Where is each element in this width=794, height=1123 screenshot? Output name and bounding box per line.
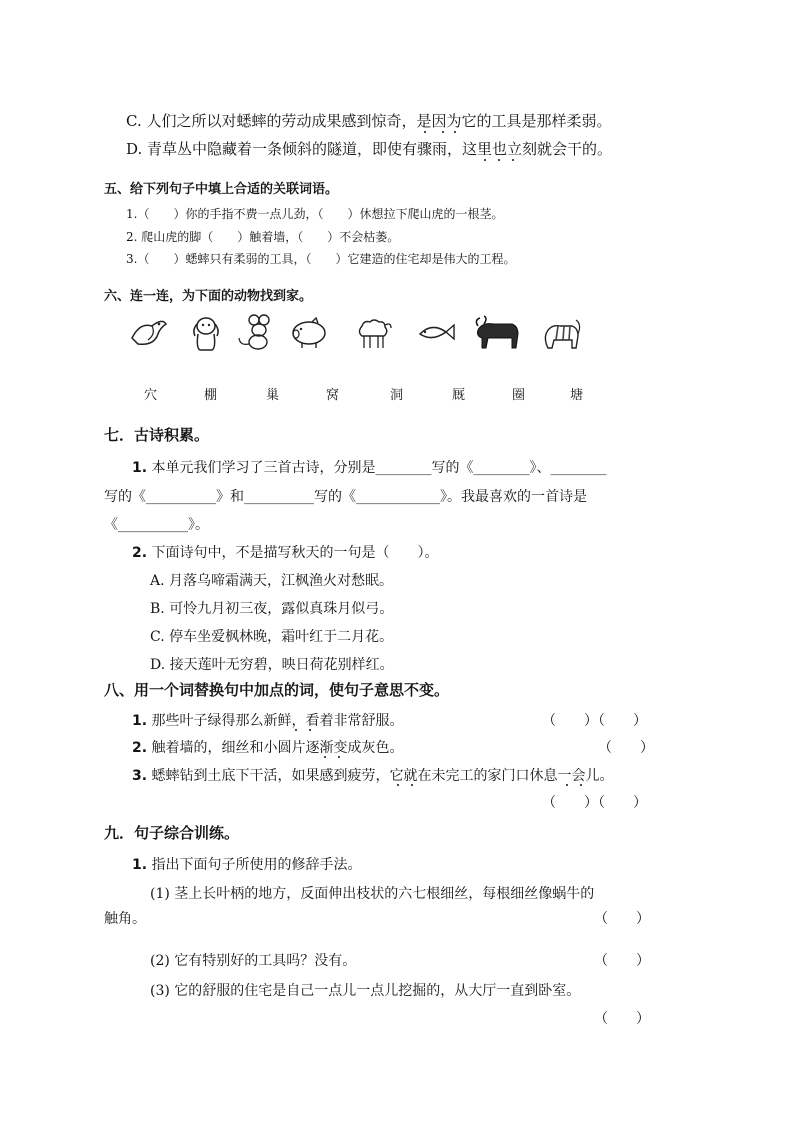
section-7-title: 七．古诗积累。 (104, 426, 210, 444)
s9-item-2: (2) 它有特别好的工具吗？没有。 (150, 953, 357, 969)
section-9-title: 九．句子综合训练。 (104, 824, 240, 842)
fish-icon (414, 312, 456, 352)
home-label: 圈 (512, 388, 526, 403)
s8-item-2-text: 触着墙的，细丝和小圆片逐渐变成灰色。 (151, 740, 404, 756)
s5-item-2: 2. 爬山虎的脚（ ）触着墙，（ ）不会枯萎。 (126, 230, 400, 244)
emphasis-dot (411, 784, 413, 786)
s8-item-number: 1. (132, 713, 148, 729)
s7-q2-stem: 下面诗句中，不是描写秋天的一句是（ ）。 (151, 545, 439, 561)
s7-q1-line2: 写的《__________》和__________写的《____________》。我最喜欢的一首诗是 (104, 489, 587, 505)
emphasis-dot (566, 784, 568, 786)
sheep-icon (352, 312, 394, 352)
home-label: 洞 (390, 388, 404, 403)
emphasis-dot (512, 159, 514, 161)
buffalo-icon (472, 312, 522, 352)
answer-blank[interactable]: （ ） (598, 740, 654, 756)
s5-item-3: 3.（ ）蟋蟀只有柔弱的工具，（ ）它建造的住宅却是伟大的工程。 (126, 252, 516, 266)
dog-icon (186, 312, 228, 352)
section-6-title: 六、连一连，为下面的动物找到家。 (104, 289, 313, 304)
emphasis-dot (580, 784, 582, 786)
answer-blank[interactable]: （ ）（ ） (542, 713, 647, 729)
emphasis-dot (442, 131, 444, 133)
s7-q2-option-d: D. 接天莲叶无穷碧，映日荷花别样红。 (150, 657, 394, 673)
answer-blank[interactable]: （ ）（ ） (542, 795, 647, 811)
s9-item-1-line2: 触角。 (104, 911, 146, 927)
s9-q1-number: 1. (132, 857, 148, 873)
s8-item-number: 3. (132, 768, 148, 784)
emphasis-dot (295, 729, 297, 731)
bird-icon (128, 312, 170, 352)
emphasis-dot (397, 784, 399, 786)
option-c: C. 人们之所以对蟋蟀的劳动成果感到惊奇，是因为它的工具是那样柔弱。 (126, 112, 612, 130)
s8-item-3-text: 蟋蟀钻到土底下干活，如果感到疲劳，它就在未完工的家门口休息一会儿。 (151, 768, 614, 784)
s7-q1-number: 1. (132, 460, 148, 476)
section-8-title: 八、用一个词替换句中加点的词，使句子意思不变。 (104, 681, 450, 699)
answer-blank[interactable]: （ ） (594, 1011, 650, 1027)
home-label: 窝 (326, 388, 340, 403)
home-label: 棚 (204, 388, 218, 403)
mouse-icon (236, 312, 278, 352)
pig-icon (288, 312, 330, 352)
emphasis-dot (309, 729, 311, 731)
s7-q2-option-b: B. 可怜九月初三夜，露似真珠月似弓。 (150, 601, 394, 617)
option-d: D. 青草丛中隐藏着一条倾斜的隧道，即使有骤雨，这里也立刻就会干的。 (126, 140, 613, 158)
emphasis-dot (484, 159, 486, 161)
emphasis-dot (338, 756, 340, 758)
s7-q1-line3: 《__________》。 (104, 517, 209, 533)
s7-q1-line1: 本单元我们学习了三首古诗，分别是________写的《________》、________ (151, 460, 607, 476)
section-5-title: 五、给下列句子中填上合适的关联词语。 (104, 182, 339, 197)
s5-item-1: 1.（ ）你的手指不费一点儿劲，（ ）休想拉下爬山虎的一根茎。 (126, 207, 504, 221)
home-label: 巢 (266, 388, 280, 403)
emphasis-dot (424, 131, 426, 133)
emphasis-dot (498, 159, 500, 161)
answer-blank[interactable]: （ ） (594, 911, 650, 927)
s7-q2-option-a: A. 月落乌啼霜满天，江枫渔火对愁眠。 (150, 573, 394, 589)
s9-q1-stem: 指出下面句子所使用的修辞手法。 (151, 857, 362, 873)
s8-item-number: 2. (132, 740, 148, 756)
emphasis-dot (324, 756, 326, 758)
s9-item-3: (3) 它的舒服的住宅是自己一点儿一点儿挖掘的，从大厅一直到卧室。 (150, 983, 581, 999)
home-label: 塘 (570, 388, 584, 403)
s9-item-1-line1: (1) 茎上长叶柄的地方，反面伸出枝状的六七根细丝，每根细丝像蜗牛的 (150, 886, 595, 902)
tiger-icon (540, 312, 582, 352)
home-label: 穴 (144, 388, 158, 403)
answer-blank[interactable]: （ ） (594, 953, 650, 969)
s8-item-1-text: 那些叶子绿得那么新鲜，看着非常舒服。 (151, 713, 404, 729)
home-label: 厩 (452, 388, 466, 403)
s7-q2-option-c: C. 停车坐爱枫林晚，霜叶红于二月花。 (150, 629, 394, 645)
emphasis-dot (454, 131, 456, 133)
s7-q2-number: 2. (132, 545, 148, 561)
